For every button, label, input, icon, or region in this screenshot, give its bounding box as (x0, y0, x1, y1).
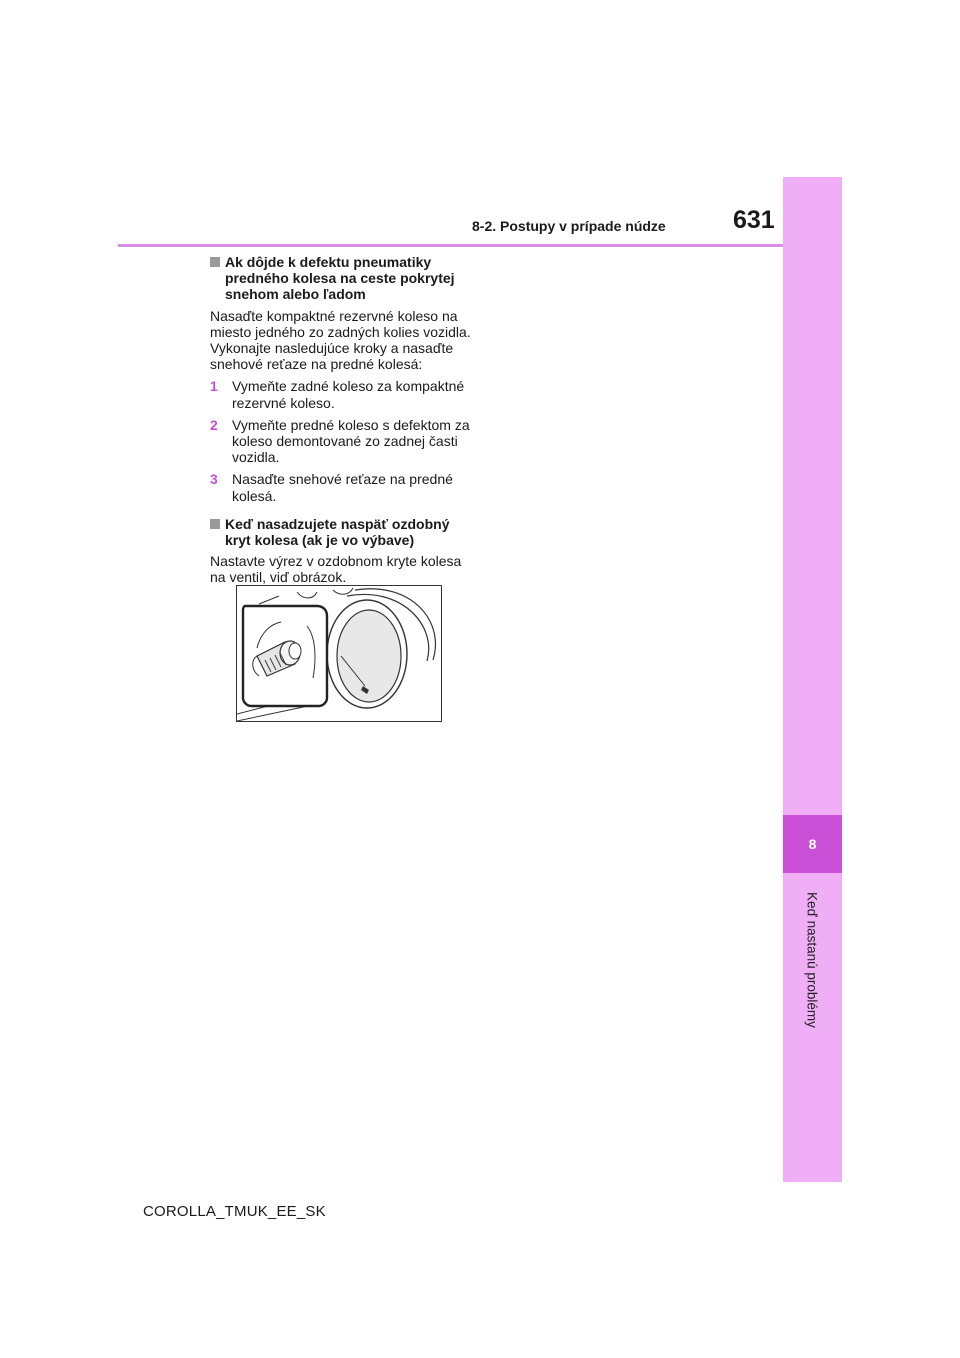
chapter-title-vertical: Keď nastanú problémy (804, 892, 820, 1028)
main-content (210, 254, 472, 592)
step-text: Vymeňte predné koleso s defektom za koleso demontované zo zadnej časti vozidla. (232, 416, 470, 466)
paragraph-valve-alignment: Nastavte výrez v ozdobnom kryte kolesa na ventil, viď obrázok. (210, 553, 462, 586)
paragraph-instructions: Nasaďte kompaktné rezervné koleso na miesto jedného zo zadných kolies vozidla. Vykonajte nasledujúce kroky a nasaďte snehové reťaze na predné kolesá: (210, 307, 471, 373)
step-number: 2 (210, 416, 218, 433)
subheading-text: Keď nasadzujete naspäť ozdobný kryt kolesa (ak je vo výbave) (225, 515, 450, 549)
section-title: 8-2. Postupy v prípade núdze (472, 218, 666, 234)
subheading-wheel-cover (210, 516, 472, 548)
step-text: Vymeňte zadné koleso za kompaktné rezervné koleso. (232, 378, 465, 411)
step-number: 3 (210, 471, 218, 488)
square-bullet-icon (210, 257, 220, 267)
step-number: 1 (210, 378, 218, 395)
header-divider (118, 244, 783, 247)
step-item (210, 471, 472, 503)
step-item (210, 378, 472, 410)
page-number: 631 (733, 206, 775, 234)
wheel-cover-valve-illustration (236, 585, 442, 722)
chapter-number-badge: 8 (783, 815, 842, 873)
subheading-front-tire-defect (210, 254, 472, 303)
step-text: Nasaďte snehové reťaze na predné kolesá. (232, 471, 453, 504)
valve-drawing-svg (237, 586, 441, 721)
chapter-side-tab (783, 177, 842, 1182)
document-code: COROLLA_TMUK_EE_SK (143, 1203, 326, 1220)
square-bullet-icon (210, 519, 220, 529)
step-item (210, 417, 472, 466)
subheading-text: Ak dôjde k defektu pneumatiky predného kolesa na ceste pokrytej snehom alebo ľadom (225, 254, 455, 303)
